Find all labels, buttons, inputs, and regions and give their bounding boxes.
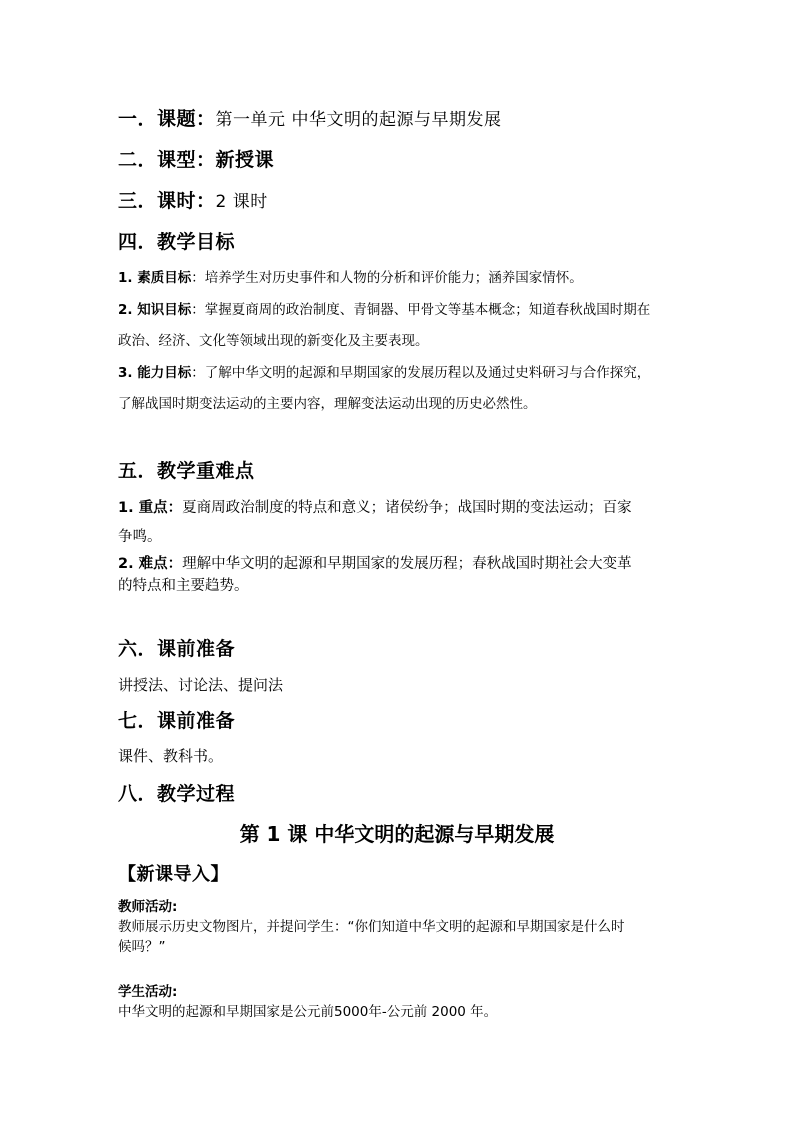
section-8-heading — [118, 781, 235, 807]
goal-2-text-1: 掌握夏商周的政治制度、青铜器、甲骨文等基本概念；知道春秋战国时期在 — [204, 302, 651, 318]
teacher-activity-line-2: 候吗？” — [118, 939, 166, 955]
intro-heading: 【新课导入】 — [118, 864, 229, 885]
goal-3-line-1 — [118, 363, 650, 383]
section-4-number: 四． — [118, 231, 158, 253]
goal-3-colon: ： — [191, 365, 205, 381]
goal-3-text-1: 了解中华文明的起源和早期国家的发展历程以及通过史料研习与合作探究， — [204, 365, 651, 381]
keypoint-1-line-1 — [118, 497, 632, 519]
section-7-number: 七． — [118, 710, 158, 732]
teacher-activity-line-1: 教师展示历史文物图片，并提问学生：“你们知道中华文明的起源和早期国家是什么时 — [118, 919, 625, 935]
teacher-activity-label-text: 教师活动: — [118, 899, 178, 915]
section-4-heading — [118, 229, 235, 255]
section-6-heading — [118, 636, 235, 662]
goal-2-label: 2. 知识目标 — [118, 302, 192, 318]
prep-materials: 课件、教科书。 — [118, 747, 224, 765]
section-1-colon: ： — [196, 108, 216, 130]
goal-2-line-1 — [118, 300, 650, 320]
keypoint-1-label: 1. 重点： — [118, 500, 183, 516]
lesson-title: 第 1 课 中华文明的起源与早期发展 — [239, 822, 555, 846]
section-6-text: 课前准备 — [157, 638, 236, 660]
section-1-label: 课题 — [157, 108, 197, 130]
section-4-text: 教学目标 — [157, 231, 236, 253]
section-3-value: 2 课时 — [215, 192, 268, 212]
section-2-number: 二． — [118, 149, 158, 171]
section-8-text: 教学过程 — [157, 783, 236, 805]
keypoint-2-text-1: 理解中华文明的起源和早期国家的发展历程；春秋战国时期社会大变革 — [182, 556, 632, 572]
keypoint-2-line-2 — [118, 575, 249, 597]
goal-2-line-2 — [118, 331, 429, 351]
goal-1-label: 1. 素质目标 — [118, 270, 192, 286]
goal-3-label: 3. 能力目标 — [118, 365, 192, 381]
section-3-colon: ： — [196, 190, 216, 212]
section-1-heading — [118, 106, 501, 133]
section-7-heading — [118, 708, 235, 734]
section-5-heading — [118, 458, 255, 484]
section-7-text: 课前准备 — [157, 710, 236, 732]
goal-3-line-2 — [118, 394, 537, 414]
section-5-number: 五． — [118, 460, 158, 482]
keypoint-2-label: 2. 难点： — [118, 556, 183, 572]
keypoint-1-text-1: 夏商周政治制度的特点和意义；诸侯纷争；战国时期的变法运动；百家 — [182, 500, 632, 516]
keypoint-2-line-1 — [118, 553, 632, 575]
section-2-heading — [118, 147, 274, 173]
goal-2-colon: ： — [191, 302, 205, 318]
section-3-label: 课时 — [157, 190, 197, 212]
section-1-number: 一． — [118, 108, 158, 130]
student-activity-label — [118, 982, 177, 1002]
section-3-heading — [118, 188, 268, 215]
prep-methods: 讲授法、讨论法、提问法 — [118, 676, 284, 694]
section-3-number: 三． — [118, 190, 158, 212]
section-8-number: 八． — [118, 783, 158, 805]
section-6-number: 六． — [118, 638, 158, 660]
goal-3-text-2: 了解战国时期变法运动的主要内容，理解变法运动出现的历史必然性。 — [118, 396, 537, 412]
keypoint-2-text-2: 的特点和主要趋势。 — [118, 578, 249, 594]
keypoint-1-line-2 — [118, 526, 162, 548]
goal-2-text-2: 政治、经济、文化等领域出现的新变化及主要表现。 — [118, 333, 429, 349]
section-5-text: 教学重难点 — [157, 460, 255, 482]
keypoint-1-text-2: 争鸣。 — [118, 529, 162, 545]
section-1-value: 第一单元 中华文明的起源与早期发展 — [215, 110, 502, 130]
goal-1-colon: ： — [191, 270, 205, 286]
teacher-activity-label — [118, 897, 177, 917]
student-activity-text: 中华文明的起源和早期国家是公元前5000年-公元前 2000 年。 — [118, 1004, 498, 1020]
student-activity-label-text: 学生活动: — [118, 984, 178, 1000]
section-2-text: 课型：新授课 — [157, 149, 275, 171]
goal-1 — [118, 268, 583, 288]
goal-1-text: 培养学生对历史事件和人物的分析和评价能力；涵养国家情怀。 — [204, 270, 583, 286]
